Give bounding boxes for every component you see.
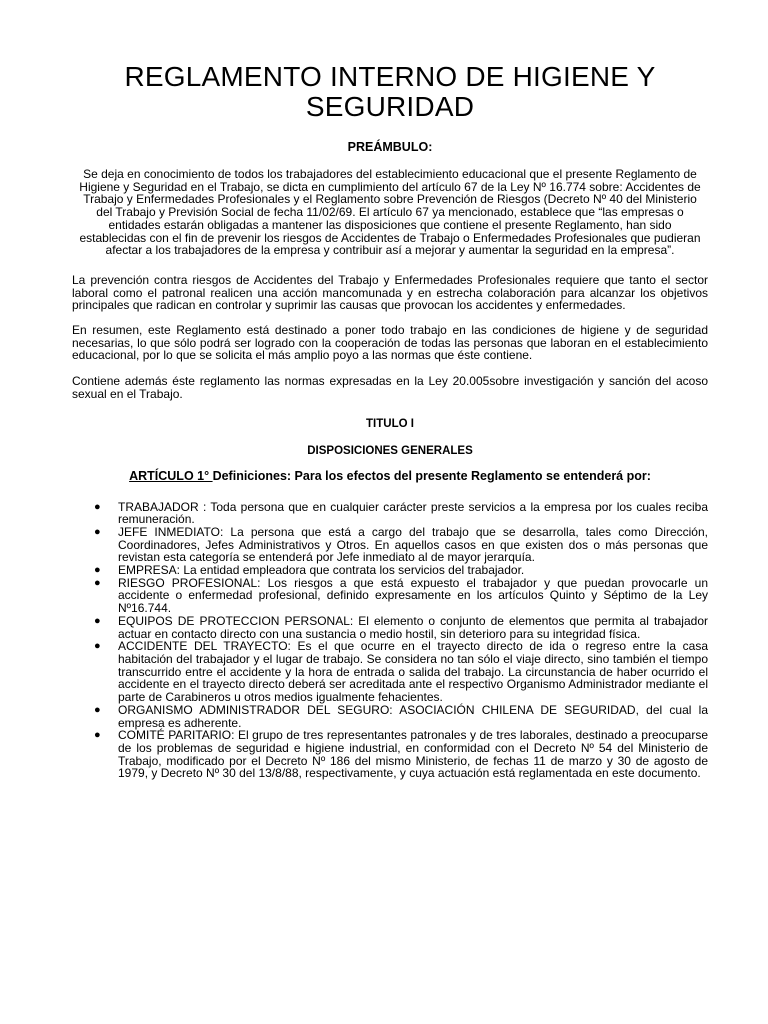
list-item [94, 499, 708, 527]
list-item [94, 702, 708, 730]
preamble-text: Se deja en conocimiento de todos los trabajadores del establecimiento educacional que el presente Reglamento de Higiene y Seguridad en el Trabajo, se dicta en cumplimiento del artículo 67 de la Ley Nº 16.774 sobre: Accidentes de Trabajo y Enfermedades Profesionales y el Reglamento sobre Prevención de Riesgos (Decreto Nº 40 del Ministerio del Trabajo y Previsión Social de fecha 11/02/69. El artículo 67 ya mencionado, establece que “las empresas o entidades estarán obligadas a mantener las disposiciones que contiene el presente Reglamento, han sido establecidas con el fin de prevenir los riesgos de Accidentes de Trabajo o Enfermedades Profesionales que pudieran afectar a los trabajadores de la empresa y contribuir así a mejorar y aumentar la seguridad en la empresa”. [79, 167, 701, 258]
list-item [94, 728, 708, 781]
definition-text: ACCIDENTE DEL TRAYECTO: Es el que ocurre en el trayecto directo de ida o regreso entre la casa habitación del trabajador y el lugar de trabajo. Se considera no tan sólo el viaje directo, sino también el tiempo transcurrido entre el accidente y la hora de entrada o salida del trabajo. La circunstancia de haber ocurrido el accidente en el trayecto directo deberá ser acreditada ante el respectivo Organismo Administrador mediante el parte de Carabineros u otros medios igualmente fehacientes. [118, 639, 708, 705]
list-item [94, 613, 708, 641]
document-title: REGLAMENTO INTERNO DE HIGIENE Y SEGURIDAD [124, 61, 656, 122]
article-text: Definiciones: Para los efectos del presente Reglamento se entenderá por: [212, 468, 651, 483]
bullet-icon: ● [94, 500, 101, 513]
paragraph-summary: En resumen, este Reglamento está destinado a poner todo trabajo en las condiciones de higiene y de seguridad necesarias, lo que sólo podrá ser logrado con la cooperación de todas las personas que laboran en el establecimiento educacional, por lo que se solicita el más amplio poyo a las normas que éste contiene. [72, 323, 708, 363]
list-item [94, 524, 708, 565]
list-item [94, 639, 708, 705]
definition-text: RIESGO PROFESIONAL: Los riesgos a que está expuesto el trabajador y que puedan provocarle un accidente o enfermedad profesional, definido expresamente en los artículos Quinto y Séptimo de la Ley Nº16.744. [118, 575, 708, 616]
bullet-icon: ● [94, 564, 101, 577]
titulo-heading: TITULO I [366, 417, 414, 430]
definition-text: ORGANISMO ADMINISTRADOR DEL SEGURO: ASOCIACIÓN CHILENA DE SEGURIDAD, del cual la empresa es adherente. [118, 702, 708, 730]
bullet-icon: ● [94, 525, 101, 538]
list-item [94, 575, 708, 616]
article-label: ARTÍCULO 1° [129, 468, 213, 483]
bullet-icon: ● [94, 614, 101, 627]
definition-text: EMPRESA: La entidad empleadora que contrata los servicios del trabajador. [118, 563, 525, 578]
definition-text: COMITÉ PARITARIO: El grupo de tres representantes patronales y de tres laborales, destinado a preocuparse de los problemas de seguridad e higiene industrial, en conformidad con el Decreto Nº 54 del Ministerio de Trabajo, modificado por el Decreto Nº 186 del mismo Ministerio, de fechas 11 de marzo y 30 de agosto de 1979, y Decreto Nº 30 del 13/8/88, respectivamente, y cuya actuación está reglamentada en este documento. [118, 728, 708, 781]
paragraph-prevention: La prevención contra riesgos de Accidentes del Trabajo y Enfermedades Profesionales requiere que tanto el sector laboral como el patronal realicen una acción mancomunada y en estrecha colaboración para alcanzar los objetivos principales que radican en controlar y suprimir las causas que provocan los accidentes y enfermedades. [72, 272, 708, 313]
article-heading [72, 469, 708, 483]
bullet-icon: ● [94, 703, 101, 716]
preamble-heading: PREÁMBULO: [347, 140, 433, 154]
section-heading: DISPOSICIONES GENERALES [307, 444, 473, 457]
definitions-list [72, 501, 708, 780]
definition-text: JEFE INMEDIATO: La persona que está a cargo del trabajo que se desarrolla, tales como Dirección, Coordinadores, Jefes Administrativos y Otros. En aquellos casos en que existen dos o más personas que revistan esta categoría se entenderá por Jefe inmediato al de mayor jerarquía. [118, 524, 708, 565]
definition-text: TRABAJADOR : Toda persona que en cualquier carácter preste servicios a la empresa por los cuales reciba remuneración. [118, 499, 708, 527]
bullet-icon: ● [94, 640, 101, 653]
definition-text: EQUIPOS DE PROTECCION PERSONAL: El elemento o conjunto de elementos que permita al trabajador actuar en contacto directo con una sustancia o medio hostil, sin deterioro para su integridad física. [118, 613, 708, 641]
bullet-icon: ● [94, 576, 101, 589]
paragraph-law: Contiene además éste reglamento las normas expresadas en la Ley 20.005sobre investigación y sanción del acoso sexual en el Trabajo. [72, 374, 708, 401]
bullet-icon: ● [94, 729, 101, 742]
